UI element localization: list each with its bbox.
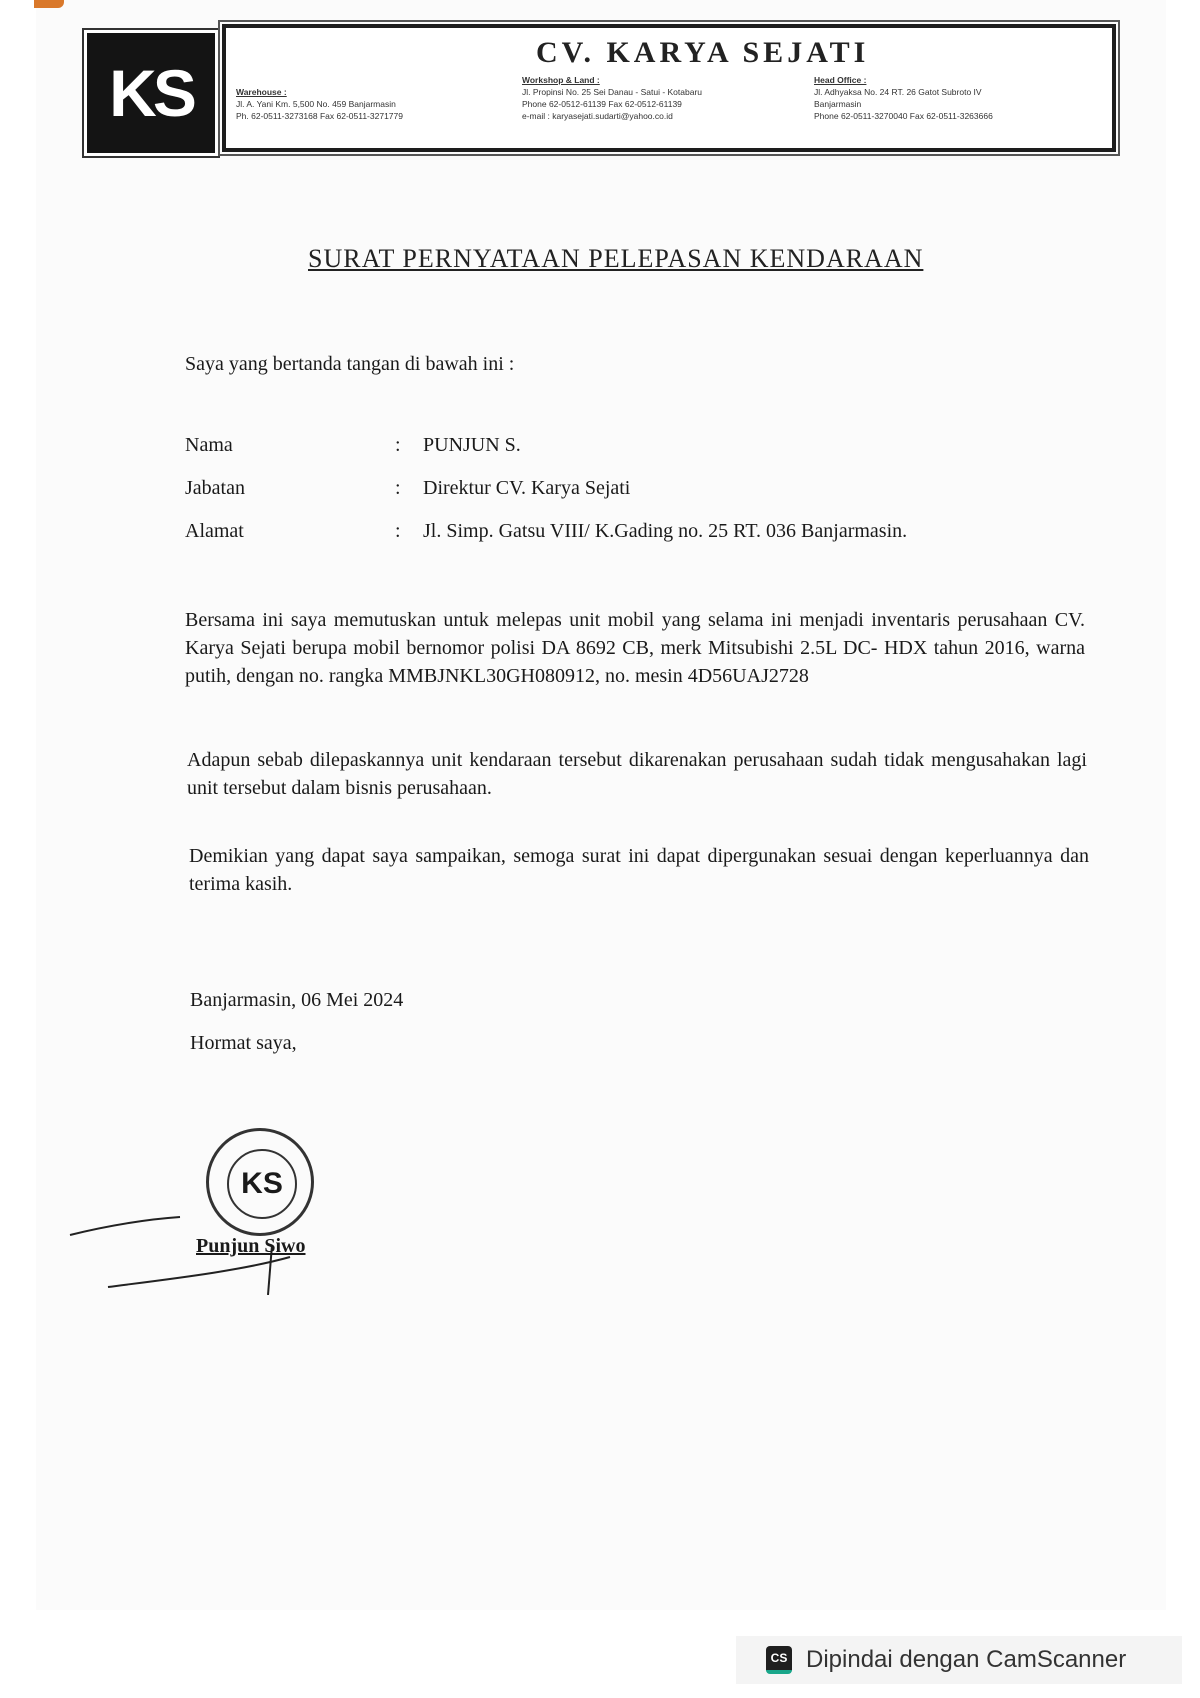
colon: : (395, 520, 401, 542)
stamp-logo: KS (227, 1149, 297, 1219)
head-office-address: Head Office : Jl. Adhyaksa No. 24 RT. 26 Gatot Subroto IV Banjarmasin Phone 62-0511-3270040 Fax 62-0511-3263666 (814, 75, 993, 121)
workshop-address: Workshop & Land : Jl. Propinsi No. 25 Sei Danau - Satui - Kotabaru Phone 62-0512-61139 Fax 62-0512-61139 e-mail : karyasejati.sudarti@yahoo.co.id (522, 75, 703, 121)
company-name: CV. KARYA SEJATI (536, 36, 870, 69)
paragraph-reason: Adapun sebab dilepaskannya unit kendaraan tersebut dikarenakan perusahaan sudah tidak mengusahakan lagi unit tersebut dalam bisnis perusahaan. (187, 749, 1087, 799)
paragraph-closing: Demikian yang dapat saya sampaikan, semoga surat ini dapat dipergunakan sesuai dengan keperluannya dan terima kasih. (189, 845, 1089, 895)
page-corner-mark (34, 0, 64, 8)
paragraph-release: Bersama ini saya memutuskan untuk melepas unit mobil yang selama ini menjadi inventaris perusahaan CV. Karya Sejati berupa mobil bernomor polisi DA 8692 CB, merk Mitsubishi 2.5L DC- HDX tahun 2016, warna putih, dengan no. rangka MMBJNKL30GH080912, no. mesin 4D56UAJ2728 (185, 609, 1085, 687)
warehouse-address: Warehouse : Jl. A. Yani Km. 5,500 No. 459 Banjarmasin Ph. 62-0511-3273168 Fax 62-0511-3271779 (236, 87, 403, 121)
camscanner-icon: CS (766, 1646, 792, 1674)
camscanner-text: Dipindai dengan CamScanner (806, 1646, 1127, 1673)
signatory-name: Punjun Siwo (196, 1235, 306, 1257)
intro-text: Saya yang bertanda tangan di bawah ini : (185, 353, 515, 375)
document-title: SURAT PERNYATAAN PELEPASAN KENDARAAN (308, 244, 924, 273)
regards: Hormat saya, (190, 1032, 297, 1054)
colon: : (395, 434, 401, 456)
place-date: Banjarmasin, 06 Mei 2024 (190, 989, 404, 1011)
camscanner-footer (736, 1636, 1182, 1684)
company-logo: KS (84, 30, 218, 156)
scanned-page (36, 0, 1166, 1610)
colon: : (395, 477, 401, 499)
letterhead (222, 24, 1116, 152)
